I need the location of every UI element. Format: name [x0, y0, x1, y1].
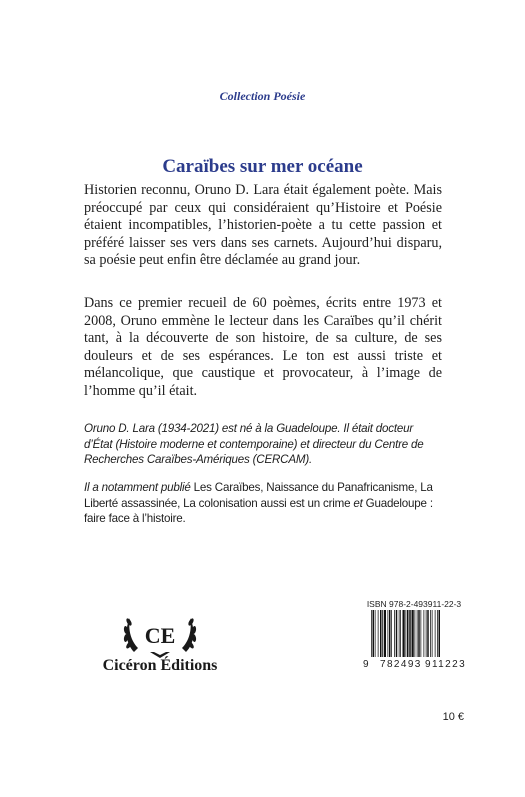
- collection-label: Collection Poésie: [219, 89, 306, 103]
- author-bio: [84, 421, 442, 468]
- works-list-2: Guadeloupe : faire face à l’histoire.: [84, 496, 433, 526]
- author-name: Oruno D. Lara: [84, 422, 155, 435]
- barcode-digits-right: 911223: [425, 659, 467, 670]
- isbn-label: ISBN 978-2-493911-22-3: [366, 599, 462, 609]
- barcode-digit-first: 9: [363, 659, 369, 670]
- works-and: et: [350, 496, 366, 510]
- publisher-name: Cicéron Éditions: [102, 657, 218, 674]
- author-works: [84, 480, 442, 527]
- author-bio-text: (1934-2021) est né à la Guadeloupe. Il était docteur d’État (Histoire moderne et contemporaine) et directeur du Centre de Recherches Caraïbes-Amériques (CERCAM).: [84, 422, 424, 467]
- barcode-digits-left: 782493: [380, 659, 422, 670]
- book-title: Caraïbes sur mer océane: [162, 156, 363, 177]
- price: 10 €: [442, 711, 464, 723]
- works-intro: Il a notamment publié: [84, 481, 194, 494]
- works-list-1: Les Caraïbes, Naissance du Panafricanisme, La Liberté assassinée, La colonisation aussi est un crime: [84, 481, 433, 510]
- synopsis-paragraph-2: Dans ce premier recueil de 60 poèmes, écrits entre 1973 et 2008, Oruno emmène le lecteur dans les Caraïbes qu’il chérit tant, à la découverte de son histoire, de sa culture, de ses douleurs et de ses espérances. Le ton est aussi triste et mélancolique, que caustique et provocateur, à l’image de l’homme qu’il était.: [84, 295, 442, 399]
- barcode-image: [371, 610, 463, 657]
- publisher-logo-icon: [120, 602, 200, 662]
- synopsis-paragraph-1: Historien reconnu, Oruno D. Lara était également poète. Mais préoccupé par ceux qui considéraient qu’Histoire et Poésie étaient incompatibles, l’historien-poète a tu cette passion et préféré laisser ses vers dans ses carnets. Aujourd’hui disparu, sa poésie peut enfin être déclamée au grand jour.: [84, 182, 442, 268]
- logo-letters: CE: [144, 623, 176, 648]
